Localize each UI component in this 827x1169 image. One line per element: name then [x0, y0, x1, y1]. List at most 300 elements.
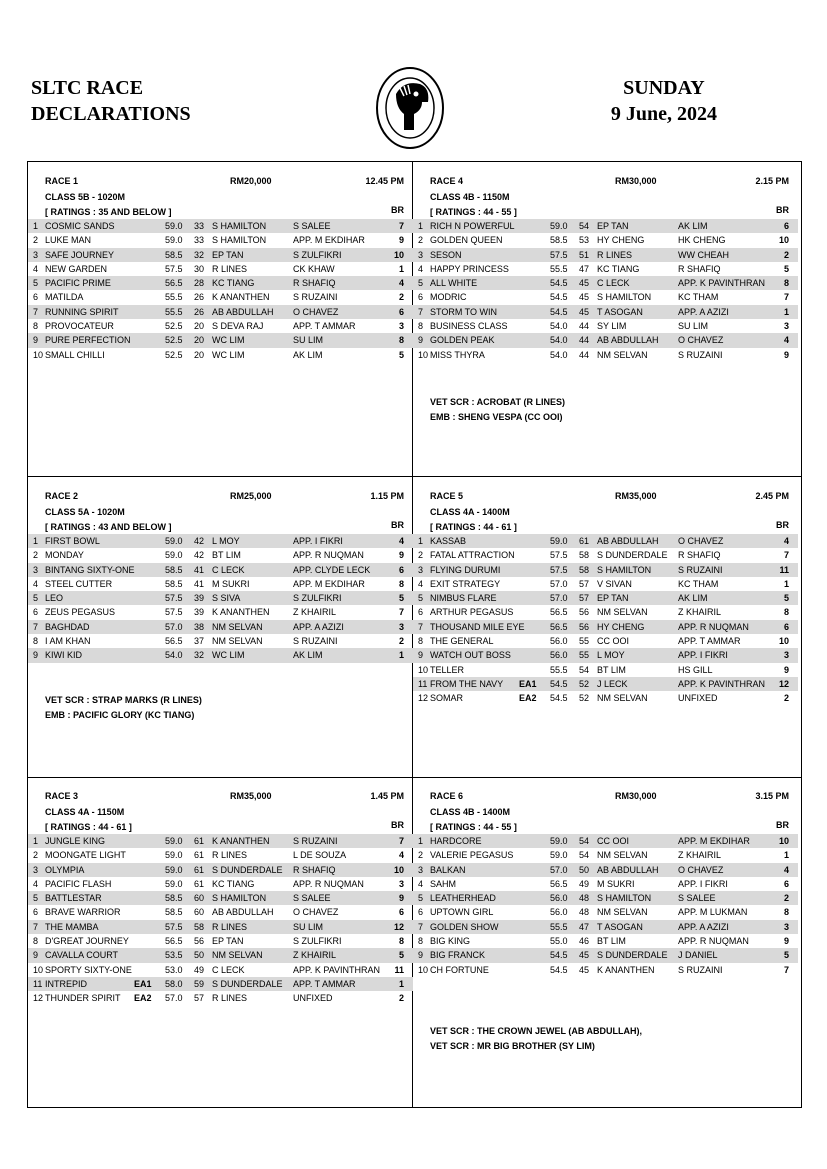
runner-number: 8	[418, 321, 424, 332]
race-time: 1.45 PM	[370, 791, 404, 801]
barrier-draw: 10	[778, 636, 789, 647]
runner-number: 3	[418, 864, 424, 875]
horse-rating: 48	[579, 893, 590, 904]
trainer-name: NM SELVAN	[597, 850, 648, 861]
race-class: CLASS 4A - 1150M	[45, 807, 125, 817]
runner-number: 5	[33, 278, 39, 289]
handicap-weight: 57.5	[165, 921, 183, 932]
runner-row	[413, 534, 798, 548]
runner-row	[413, 333, 798, 347]
horse-rating: 45	[579, 950, 590, 961]
barrier-draw: 7	[398, 607, 404, 618]
handicap-weight: 59.0	[550, 836, 568, 846]
barrier-draw: 9	[783, 349, 789, 360]
jockey-name: APP. I FIKRI	[293, 536, 343, 546]
runner-number: 1	[33, 221, 39, 231]
race-title: RACE 2	[45, 491, 79, 501]
barrier-draw: 8	[783, 278, 789, 289]
trainer-name: KC TIANG	[212, 278, 255, 289]
runner-row	[28, 848, 413, 862]
jockey-name: UNFIXED	[293, 993, 333, 1004]
club-logo-icon	[374, 66, 446, 152]
runner-number: 6	[33, 907, 39, 918]
jockey-name: APP. R NUQMAN	[293, 878, 364, 889]
horse-rating: 57	[194, 993, 205, 1004]
horse-rating: 33	[194, 221, 205, 231]
horse-name: PROVOCATEUR	[45, 321, 114, 332]
handicap-weight: 59.0	[165, 221, 183, 231]
document-title	[31, 75, 191, 127]
handicap-weight: 57.5	[165, 263, 183, 274]
runner-number: 7	[418, 921, 424, 932]
trainer-name: C LECK	[212, 564, 245, 575]
race-ratings: [ RATINGS : 44 - 61 ]	[45, 822, 132, 832]
runner-number: 11	[33, 978, 43, 989]
trainer-name: EP TAN	[597, 221, 629, 231]
race-ratings: [ RATINGS : 44 - 61 ]	[430, 522, 517, 532]
horse-name: PURE PERFECTION	[45, 335, 131, 346]
runner-row	[28, 548, 413, 562]
trainer-name: BT LIM	[597, 936, 626, 947]
runner-number: 11	[418, 678, 428, 689]
title-line-1: SLTC RACE	[31, 77, 144, 99]
barrier-draw: 7	[783, 292, 789, 303]
runner-number: 4	[33, 263, 39, 274]
barrier-draw: 6	[783, 621, 789, 632]
runner-row	[413, 834, 798, 848]
runner-row	[28, 648, 413, 662]
race-note: EMB : PACIFIC GLORY (KC TIANG)	[45, 710, 195, 720]
horse-rating: 58	[194, 921, 205, 932]
runner-row	[413, 677, 798, 691]
handicap-weight: 57.0	[165, 621, 183, 632]
barrier-draw: 4	[783, 864, 789, 875]
runner-row	[28, 905, 413, 919]
race-time: 2.15 PM	[755, 176, 789, 186]
jockey-name: SU LIM	[293, 335, 324, 346]
runner-list	[28, 534, 413, 663]
barrier-draw: 9	[783, 664, 789, 675]
trainer-name: NM SELVAN	[597, 907, 648, 918]
handicap-weight: 58.5	[550, 235, 568, 246]
runner-row	[413, 648, 798, 662]
runner-number: 10	[418, 664, 429, 675]
horse-rating: 28	[194, 278, 205, 289]
horse-name: FROM THE NAVY	[430, 678, 504, 689]
runner-row	[413, 233, 798, 247]
barrier-draw: 3	[398, 321, 404, 332]
runner-row	[28, 262, 413, 276]
horse-name: SPORTY SIXTY-ONE	[45, 964, 132, 975]
runner-row	[413, 563, 798, 577]
runner-number: 8	[33, 636, 39, 647]
jockey-name: APP. T AMMAR	[293, 978, 356, 989]
jockey-name: APP. R NUQMAN	[293, 550, 364, 561]
handicap-weight: 59.0	[165, 235, 183, 246]
jockey-name: APP. CLYDE LECK	[293, 564, 371, 575]
trainer-name: S HAMILTON	[212, 235, 267, 246]
jockey-name: O CHAVEZ	[678, 536, 724, 546]
handicap-weight: 53.5	[165, 950, 183, 961]
horse-rating: 45	[579, 278, 590, 289]
handicap-weight: 55.5	[550, 263, 568, 274]
horse-rating: 42	[194, 550, 205, 561]
trainer-name: NM SELVAN	[212, 950, 263, 961]
horse-name: WATCH OUT BOSS	[430, 650, 511, 661]
trainer-name: S HAMILTON	[597, 893, 652, 904]
horse-name: UPTOWN GIRL	[430, 907, 494, 918]
horse-name: BINTANG SIXTY-ONE	[45, 564, 135, 575]
runner-number: 1	[33, 536, 39, 546]
race-class: CLASS 4B - 1400M	[430, 807, 511, 817]
horse-name: GOLDEN QUEEN	[430, 235, 503, 246]
barrier-draw: 2	[783, 693, 789, 704]
barrier-draw: 2	[398, 993, 404, 1004]
trainer-name: S DUNDERDALE	[597, 550, 668, 561]
horse-name: D'GREAT JOURNEY	[45, 936, 129, 947]
runner-number: 1	[33, 836, 39, 846]
handicap-weight: 54.5	[550, 964, 568, 975]
barrier-draw: 6	[398, 306, 404, 317]
race-title: RACE 5	[430, 491, 464, 501]
horse-name: LUKE MAN	[45, 235, 92, 246]
horse-rating: 56	[579, 621, 590, 632]
handicap-weight: 52.5	[165, 321, 183, 332]
jockey-name: L DE SOUZA	[293, 850, 347, 861]
jockey-name: S RUZAINI	[293, 836, 338, 846]
runner-number: 2	[418, 850, 424, 861]
horse-rating: 53	[579, 235, 590, 246]
trainer-name: K ANANTHEN	[212, 836, 270, 846]
horse-rating: 45	[579, 964, 590, 975]
horse-rating: 57	[579, 578, 590, 589]
trainer-name: M SUKRI	[597, 878, 635, 889]
jockey-name: S RUZAINI	[293, 636, 338, 647]
horse-rating: 54	[579, 836, 590, 846]
handicap-weight: 56.0	[550, 650, 568, 661]
handicap-weight: 56.5	[550, 621, 568, 632]
horse-rating: 47	[579, 921, 590, 932]
jockey-name: S ZULFIKRI	[293, 593, 342, 604]
handicap-weight: 54.5	[550, 292, 568, 303]
horse-rating: 54	[579, 221, 590, 231]
horse-name: ARTHUR PEGASUS	[430, 607, 514, 618]
runner-row	[28, 920, 413, 934]
horse-name: EXIT STRATEGY	[430, 578, 501, 589]
horse-name: SMALL CHILLI	[45, 349, 105, 360]
race-ratings: [ RATINGS : 44 - 55 ]	[430, 207, 517, 217]
horse-name: SESON	[430, 249, 462, 260]
trainer-name: NM SELVAN	[597, 349, 648, 360]
horse-rating: 61	[194, 878, 205, 889]
horse-name: MISS THYRA	[430, 349, 485, 360]
race-purse: RM35,000	[230, 791, 272, 801]
horse-rating: 55	[579, 636, 590, 647]
horse-rating: 37	[194, 636, 205, 647]
barrier-draw: 2	[398, 292, 404, 303]
barrier-draw: 2	[783, 893, 789, 904]
horse-rating: 51	[579, 249, 590, 260]
runner-row	[28, 333, 413, 347]
runner-row	[413, 663, 798, 677]
race-title: RACE 3	[45, 791, 79, 801]
runner-number: 5	[33, 593, 39, 604]
jockey-name: APP. M EKDIHAR	[678, 836, 750, 846]
runner-row	[413, 948, 798, 962]
runner-number: 4	[418, 263, 424, 274]
race-title: RACE 6	[430, 791, 464, 801]
jockey-name: APP. R NUQMAN	[678, 936, 749, 947]
runner-number: 7	[418, 306, 424, 317]
trainer-name: S SIVA	[212, 593, 241, 604]
horse-name: THOUSAND MILE EYE	[430, 621, 525, 632]
horse-name: KASSAB	[430, 536, 467, 546]
emergency-acceptor: EA2	[134, 993, 152, 1004]
runner-row	[28, 948, 413, 962]
horse-name: RICH N POWERFUL	[430, 221, 515, 231]
horse-name: PACIFIC PRIME	[45, 278, 111, 289]
runner-number: 9	[33, 950, 39, 961]
barrier-draw: 9	[398, 235, 404, 246]
jockey-name: SU LIM	[678, 321, 709, 332]
horse-rating: 30	[194, 263, 205, 274]
race-time: 3.15 PM	[755, 791, 789, 801]
runner-row	[413, 605, 798, 619]
barrier-draw: 10	[393, 864, 404, 875]
handicap-weight: 55.5	[550, 921, 568, 932]
horse-name: HAPPY PRINCESS	[430, 263, 509, 274]
runner-number: 10	[418, 349, 429, 360]
handicap-weight: 56.5	[550, 878, 568, 889]
horse-name: SOMAR	[430, 693, 464, 704]
trainer-name: S DUNDERDALE	[212, 978, 283, 989]
race-purse: RM20,000	[230, 176, 272, 186]
runner-number: 8	[33, 936, 39, 947]
race-ratings: [ RATINGS : 44 - 55 ]	[430, 822, 517, 832]
horse-name: ZEUS PEGASUS	[45, 607, 116, 618]
barrier-draw: 8	[398, 936, 404, 947]
barrier-draw: 7	[398, 221, 404, 231]
runner-row	[28, 563, 413, 577]
horse-rating: 26	[194, 292, 205, 303]
horse-rating: 57	[579, 593, 590, 604]
jockey-name: APP. K PAVINTHRAN	[293, 964, 381, 975]
horse-rating: 54	[579, 850, 590, 861]
trainer-name: S DUNDERDALE	[597, 950, 668, 961]
handicap-weight: 57.0	[550, 593, 568, 604]
barrier-draw: 10	[778, 235, 789, 246]
horse-name: LEATHERHEAD	[430, 893, 496, 904]
barrier-draw: 8	[398, 335, 404, 346]
handicap-weight: 57.5	[165, 607, 183, 618]
horse-name: THE MAMBA	[45, 921, 99, 932]
handicap-weight: 55.5	[165, 292, 183, 303]
horse-name: NEW GARDEN	[45, 263, 108, 274]
runner-row	[413, 219, 798, 233]
handicap-weight: 58.5	[165, 893, 183, 904]
horse-rating: 55	[579, 650, 590, 661]
horse-name: THE GENERAL	[430, 636, 494, 647]
runner-number: 5	[418, 278, 424, 289]
runner-row	[28, 620, 413, 634]
horse-rating: 50	[579, 864, 590, 875]
runner-number: 3	[33, 864, 39, 875]
runner-number: 9	[418, 950, 424, 961]
horse-rating: 56	[579, 607, 590, 618]
trainer-name: HY CHENG	[597, 235, 645, 246]
race-ratings: [ RATINGS : 43 AND BELOW ]	[45, 522, 172, 532]
barrier-draw: 1	[783, 850, 789, 861]
jockey-name: APP. T AMMAR	[678, 636, 741, 647]
runner-row	[413, 891, 798, 905]
horse-rating: 58	[579, 564, 590, 575]
runner-number: 9	[418, 650, 424, 661]
barrier-draw: 12	[778, 678, 789, 689]
trainer-name: WC LIM	[212, 349, 245, 360]
horse-rating: 32	[194, 650, 205, 661]
runner-row	[28, 877, 413, 891]
horse-rating: 45	[579, 306, 590, 317]
jockey-name: Z KHAIRIL	[293, 607, 337, 618]
runner-row	[28, 591, 413, 605]
barrier-draw: 9	[783, 936, 789, 947]
barrier-header: BR	[391, 205, 404, 215]
horse-name: BIG KING	[430, 936, 471, 947]
trainer-name: CC OOI	[597, 636, 630, 647]
race-time: 2.45 PM	[755, 491, 789, 501]
jockey-name: APP. K PAVINTHRAN	[678, 278, 766, 289]
title-line-2: DECLARATIONS	[31, 103, 191, 125]
trainer-name: BT LIM	[597, 664, 626, 675]
trainer-name: EP TAN	[212, 936, 244, 947]
barrier-draw: 4	[398, 850, 404, 861]
trainer-name: T ASOGAN	[597, 306, 643, 317]
horse-name: MOONGATE LIGHT	[45, 850, 126, 861]
barrier-draw: 8	[783, 907, 789, 918]
handicap-weight: 57.0	[550, 578, 568, 589]
jockey-name: S RUZAINI	[293, 292, 338, 303]
race-purse: RM25,000	[230, 491, 272, 501]
barrier-draw: 2	[398, 636, 404, 647]
horse-rating: 33	[194, 235, 205, 246]
handicap-weight: 56.0	[550, 636, 568, 647]
runner-number: 10	[33, 349, 44, 360]
race-note: VET SCR : STRAP MARKS (R LINES)	[45, 695, 202, 705]
jockey-name: APP. M LUKMAN	[678, 907, 748, 918]
runner-number: 6	[33, 607, 39, 618]
race-panel	[413, 788, 799, 1088]
runner-number: 3	[33, 564, 39, 575]
barrier-draw: 6	[783, 878, 789, 889]
race-class: CLASS 4A - 1400M	[430, 507, 510, 517]
trainer-name: NM SELVAN	[597, 693, 648, 704]
jockey-name: S SALEE	[293, 221, 331, 231]
barrier-draw: 4	[398, 278, 404, 289]
horse-rating: 49	[579, 878, 590, 889]
race-class: CLASS 5A - 1020M	[45, 507, 125, 517]
horse-rating: 56	[194, 936, 205, 947]
horse-rating: 58	[579, 550, 590, 561]
race-panel	[413, 173, 799, 473]
trainer-name: NM SELVAN	[212, 636, 263, 647]
handicap-weight: 54.5	[550, 950, 568, 961]
horse-rating: 60	[194, 893, 205, 904]
handicap-weight: 56.5	[165, 636, 183, 647]
horse-rating: 44	[579, 321, 590, 332]
runner-row	[28, 233, 413, 247]
horse-name: BRAVE WARRIOR	[45, 907, 121, 918]
runner-list	[413, 534, 798, 706]
runner-number: 2	[418, 550, 424, 561]
trainer-name: KC TIANG	[597, 263, 640, 274]
barrier-draw: 3	[398, 878, 404, 889]
runner-row	[413, 262, 798, 276]
jockey-name: APP. T AMMAR	[293, 321, 356, 332]
trainer-name: S DUNDERDALE	[212, 864, 283, 875]
jockey-name: KC THAM	[678, 578, 719, 589]
runner-number: 10	[418, 964, 429, 975]
horse-name: STEEL CUTTER	[45, 578, 113, 589]
horse-rating: 26	[194, 306, 205, 317]
horse-rating: 38	[194, 621, 205, 632]
runner-number: 1	[418, 536, 424, 546]
horse-name: THUNDER SPIRIT	[45, 993, 121, 1004]
horse-rating: 48	[579, 907, 590, 918]
horse-rating: 45	[579, 292, 590, 303]
runner-number: 4	[418, 878, 424, 889]
jockey-name: S ZULFIKRI	[293, 249, 342, 260]
race-note: VET SCR : ACROBAT (R LINES)	[430, 397, 565, 407]
barrier-header: BR	[776, 205, 789, 215]
race-notes	[45, 693, 202, 723]
runner-number: 5	[418, 593, 424, 604]
race-purse: RM35,000	[615, 491, 657, 501]
horse-rating: 46	[579, 936, 590, 947]
barrier-draw: 4	[783, 536, 789, 546]
trainer-name: CC OOI	[597, 836, 630, 846]
handicap-weight: 56.0	[550, 907, 568, 918]
jockey-name: Z KHAIRIL	[678, 850, 722, 861]
horse-rating: 52	[579, 693, 590, 704]
runner-number: 5	[418, 893, 424, 904]
horse-rating: 32	[194, 249, 205, 260]
handicap-weight: 56.5	[165, 936, 183, 947]
handicap-weight: 54.0	[550, 335, 568, 346]
handicap-weight: 52.5	[165, 335, 183, 346]
handicap-weight: 54.5	[550, 678, 568, 689]
jockey-name: O CHAVEZ	[678, 864, 724, 875]
jockey-name: APP. K PAVINTHRAN	[678, 678, 766, 689]
runner-list	[28, 834, 413, 1006]
handicap-weight: 57.5	[550, 550, 568, 561]
runner-number: 10	[33, 964, 44, 975]
handicap-weight: 59.0	[165, 864, 183, 875]
race-date-block	[611, 75, 717, 127]
runner-row	[28, 977, 413, 991]
handicap-weight: 59.0	[165, 550, 183, 561]
race-ratings: [ RATINGS : 35 AND BELOW ]	[45, 207, 172, 217]
handicap-weight: 58.5	[165, 564, 183, 575]
handicap-weight: 54.5	[550, 693, 568, 704]
runner-row	[28, 891, 413, 905]
barrier-draw: 7	[783, 550, 789, 561]
barrier-draw: 1	[398, 650, 404, 661]
horse-name: JUNGLE KING	[45, 836, 106, 846]
runner-row	[413, 319, 798, 333]
horse-rating: 20	[194, 321, 205, 332]
handicap-weight: 57.5	[550, 249, 568, 260]
handicap-weight: 59.0	[165, 850, 183, 861]
